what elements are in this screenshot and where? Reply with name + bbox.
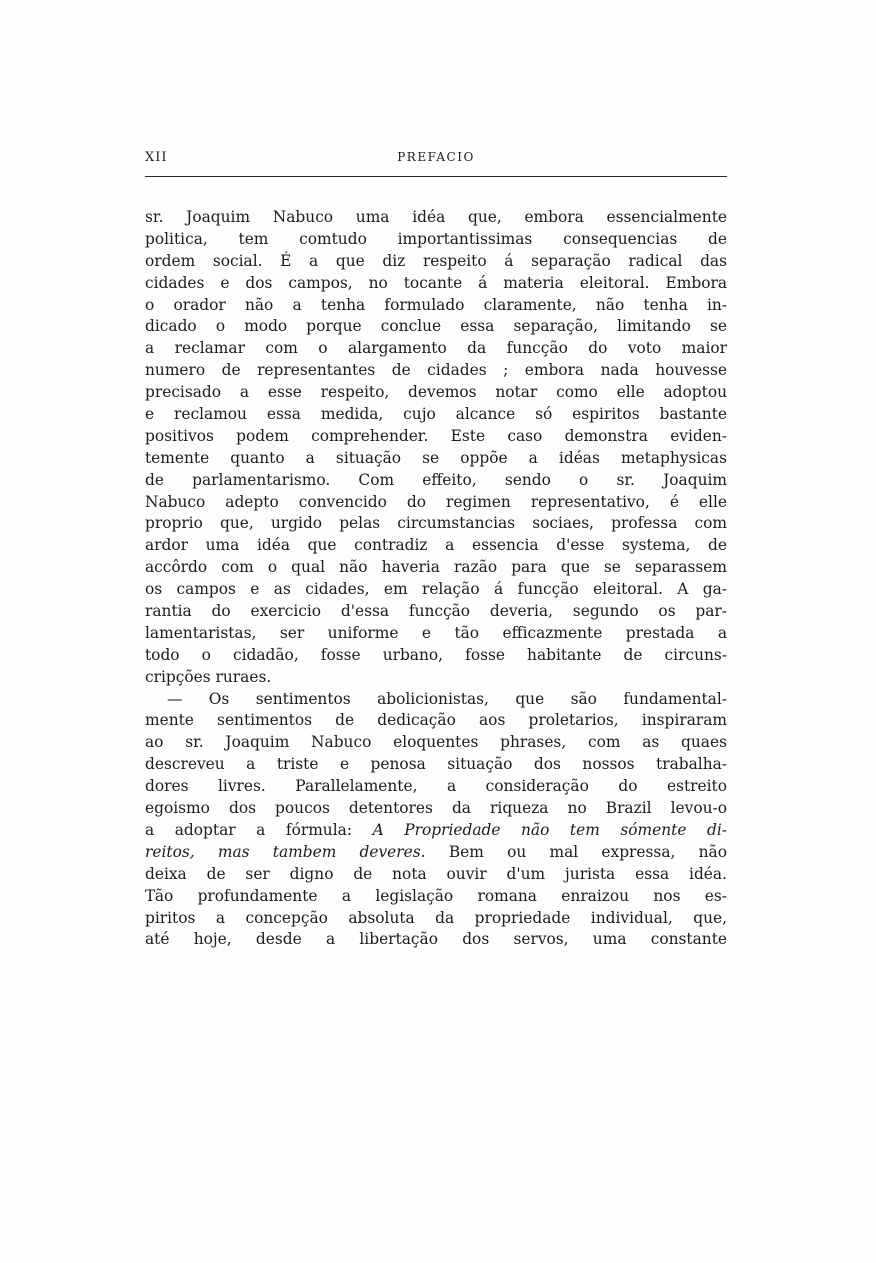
text-line: deixa de ser digno de nota ouvir d'um jurista essa idéa. bbox=[145, 864, 727, 883]
text-line: ao sr. Joaquim Nabuco eloquentes phrases, com as quaes bbox=[145, 733, 727, 752]
text-line: rantia do exercicio d'essa funcção deveria, segundo os par- bbox=[145, 602, 727, 621]
text-line: cidades e dos campos, no tocante á materia eleitoral. Embora bbox=[145, 273, 727, 292]
line-text: Bem ou mal expressa, não bbox=[448, 842, 727, 861]
text-line: sr. Joaquim Nabuco uma idéa que, embora essencialmente bbox=[145, 208, 727, 226]
text-line: os campos e as cidades, em relação á funcção eleitoral. A ga- bbox=[145, 580, 727, 599]
text-line: o orador não a tenha formulado claramente, não tenha in- bbox=[145, 295, 727, 314]
text-line bbox=[145, 820, 727, 842]
text-line: descreveu a triste e penosa situação dos nossos trabalha- bbox=[145, 755, 727, 774]
text-line: mente sentimentos de dedicação aos proletarios, inspiraram bbox=[145, 711, 727, 730]
paragraph-start-line: — Os sentimentos abolicionistas, que são fundamental- bbox=[167, 689, 727, 708]
text-line: de parlamentarismo. Com effeito, sendo o sr. Joaquim bbox=[145, 470, 727, 489]
text-line bbox=[145, 842, 727, 864]
italic-quote: A Propriedade não tem sómente di- bbox=[372, 820, 727, 839]
text-line: precisado a esse respeito, devemos notar como elle adoptou bbox=[145, 383, 727, 402]
text-line: egoismo dos poucos detentores da riqueza no Brazil levou-o bbox=[145, 799, 727, 818]
text-line: politica, tem comtudo importantissimas consequencias de bbox=[145, 229, 727, 248]
text-line: e reclamou essa medida, cujo alcance só espiritos bastante bbox=[145, 405, 727, 424]
paragraph-end-line: cripções ruraes. bbox=[145, 667, 272, 686]
text-line: numero de representantes de cidades ; embora nada houvesse bbox=[145, 361, 727, 380]
italic-quote: reitos, mas tambem deveres. bbox=[145, 842, 426, 861]
text-line: dores livres. Parallelamente, a consideração do estreito bbox=[145, 777, 727, 796]
body-text bbox=[145, 207, 727, 951]
text-line: temente quanto a situação se oppõe a idéas metaphysicas bbox=[145, 448, 727, 467]
text-line: a reclamar com o alargamento da funcção do voto maior bbox=[145, 339, 727, 358]
page-number: XII bbox=[145, 150, 168, 165]
text-line: até hoje, desde a libertação dos servos, uma constante bbox=[145, 930, 727, 949]
line-text: a adoptar a fórmula: bbox=[145, 820, 353, 839]
running-title: PREFACIO bbox=[397, 150, 475, 164]
text-line: piritos a concepção absoluta da propriedade individual, que, bbox=[145, 908, 727, 927]
text-line: lamentaristas, ser uniforme e tão efficazmente prestada a bbox=[145, 623, 727, 642]
text-line: ardor uma idéa que contradiz a essencia d'esse systema, de bbox=[145, 536, 727, 555]
text-line: proprio que, urgido pelas circumstancias sociaes, professa com bbox=[145, 514, 727, 533]
text-line: ordem social. É a que diz respeito á separação radical das bbox=[145, 251, 727, 270]
page-header bbox=[145, 148, 727, 177]
text-line: todo o cidadão, fosse urbano, fosse habitante de circuns- bbox=[145, 645, 727, 664]
text-line: accôrdo com o qual não haveria razão para que se separassem bbox=[145, 558, 727, 577]
text-line: Tão profundamente a legislação romana enraizou nos es- bbox=[145, 886, 727, 905]
text-line: Nabuco adepto convencido do regimen representativo, é elle bbox=[145, 492, 727, 511]
text-line: dicado o modo porque conclue essa separação, limitando se bbox=[145, 317, 727, 336]
text-line: positivos podem comprehender. Este caso demonstra eviden- bbox=[145, 426, 727, 445]
